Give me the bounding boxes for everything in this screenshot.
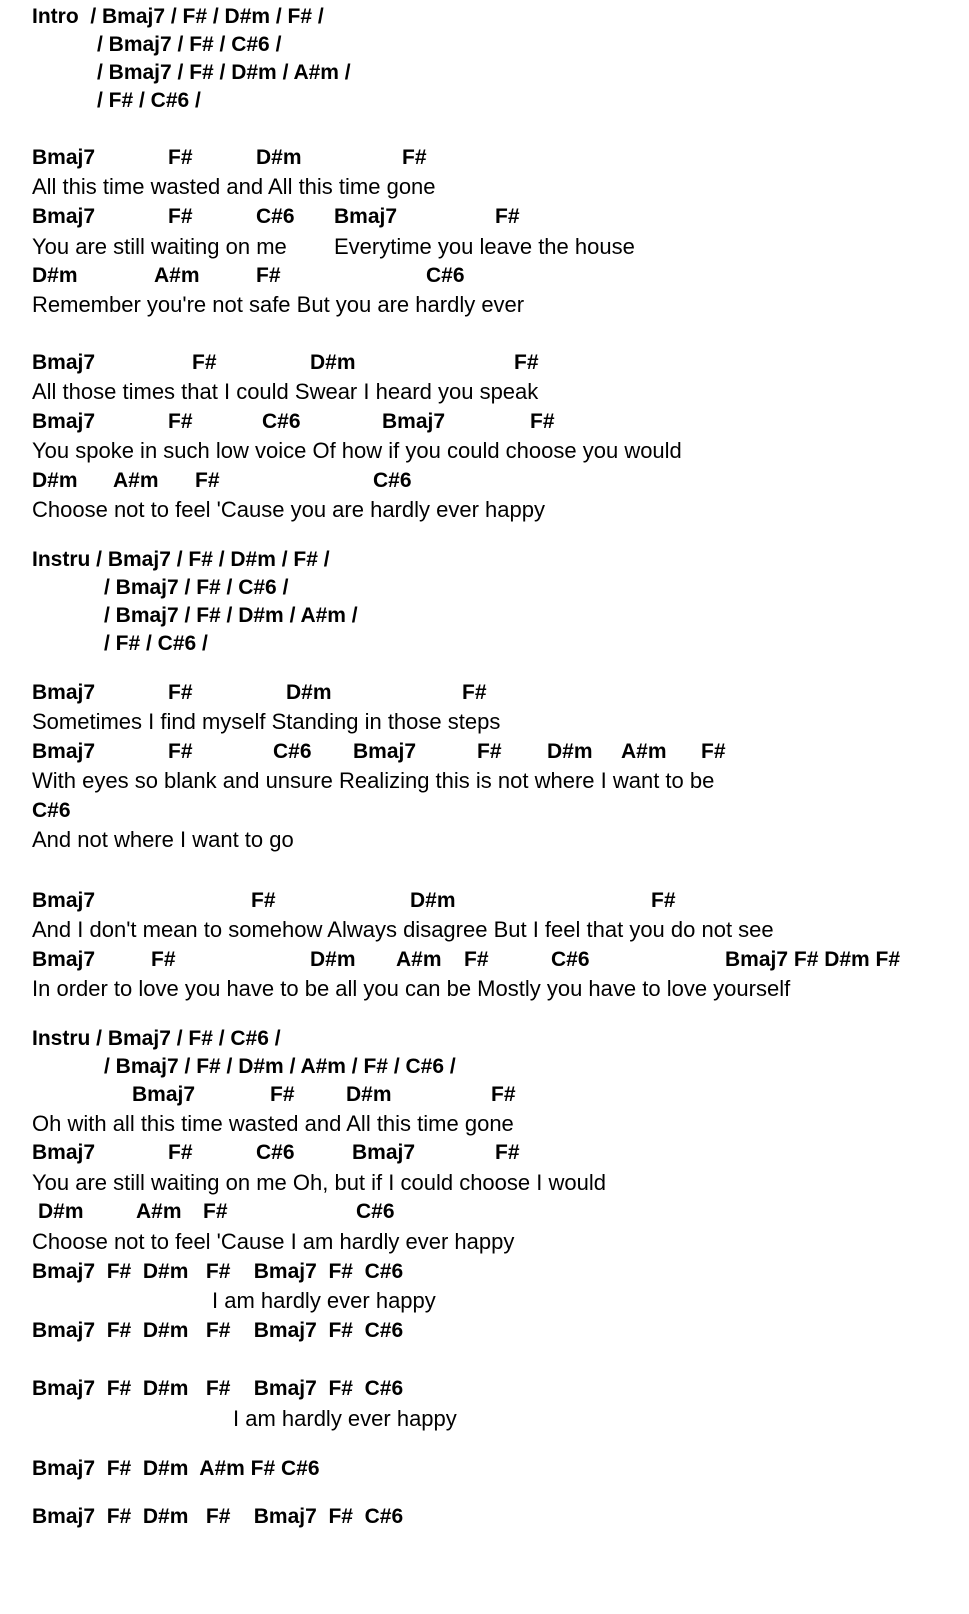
chord-label: F#	[192, 351, 217, 374]
lyric-line: All those times that I could Swear I heard you speak	[32, 379, 539, 404]
chord-label: D#m	[346, 1083, 392, 1106]
chord-label: / Bmaj7 / F# / C#6 /	[104, 576, 289, 599]
chord-label: C#6	[32, 799, 71, 822]
chord-label: D#m	[32, 469, 78, 492]
chord-label: F#	[462, 681, 487, 704]
lyric-line: Choose not to feel 'Cause you are hardly ever happy	[32, 497, 545, 522]
chord-label: / F# / C#6 /	[97, 89, 201, 112]
chord-label: D#m	[256, 146, 302, 169]
chord-label: Bmaj7	[334, 205, 398, 228]
chord-label: F#	[203, 1200, 228, 1223]
lyric-line: In order to love you have to be all you can be Mostly you have to love yourself	[32, 976, 791, 1001]
chord-label: F#	[464, 948, 489, 971]
chord-label: Bmaj7 F# D#m F# Bmaj7 F# C#6	[32, 1319, 404, 1342]
chord-label: Bmaj7 F# D#m A#m F# C#6	[32, 1457, 320, 1480]
chord-label: F#	[402, 146, 427, 169]
lyric-line: You are still waiting on me Oh, but if I could choose I would	[32, 1170, 606, 1195]
chord-label: Bmaj7	[382, 410, 446, 433]
chord-label: F#	[477, 740, 502, 763]
lyric-line: Sometimes I find myself Standing in those steps	[32, 709, 501, 734]
chord-label: C#6	[273, 740, 312, 763]
chord-label: F#	[256, 264, 281, 287]
chord-label: / Bmaj7 / F# / D#m / A#m / F# / C#6 /	[104, 1055, 456, 1078]
chord-label: C#6	[426, 264, 465, 287]
chord-label: Bmaj7	[32, 1141, 96, 1164]
chord-label: D#m	[547, 740, 593, 763]
chord-label: F#	[495, 205, 520, 228]
chord-label: F#	[701, 740, 726, 763]
chord-label: D#m	[38, 1200, 84, 1223]
chord-label: Intro / Bmaj7 / F# / D#m / F# /	[32, 5, 324, 28]
chord-label: A#m	[154, 264, 200, 287]
chord-label: F#	[495, 1141, 520, 1164]
lyric-line: Oh with all this time wasted and All this time gone	[32, 1111, 514, 1136]
chord-label: C#6	[256, 205, 295, 228]
lyric-line: All this time wasted and All this time gone	[32, 174, 436, 199]
chord-label: Bmaj7 F# D#m F# Bmaj7 F# C#6	[32, 1260, 404, 1283]
chord-label: F#	[270, 1083, 295, 1106]
lyric-line: Remember you're not safe But you are hardly ever	[32, 292, 525, 317]
chord-label: C#6	[551, 948, 590, 971]
chord-label: F#	[195, 469, 220, 492]
chord-label: / Bmaj7 / F# / C#6 /	[97, 33, 282, 56]
chord-label: F#	[151, 948, 176, 971]
lyric-line: Everytime you leave the house	[334, 234, 635, 259]
chord-label: A#m	[621, 740, 667, 763]
chord-label: Bmaj7	[32, 740, 96, 763]
chord-label: F#	[168, 740, 193, 763]
chord-label: F#	[168, 681, 193, 704]
chord-label: Bmaj7	[32, 410, 96, 433]
chord-label: / F# / C#6 /	[104, 632, 208, 655]
chord-label: F#	[514, 351, 539, 374]
chord-label: Bmaj7	[352, 1141, 416, 1164]
chord-label: D#m	[32, 264, 78, 287]
chord-label: F#	[168, 1141, 193, 1164]
chord-label: F#	[168, 146, 193, 169]
chord-label: / Bmaj7 / F# / D#m / A#m /	[97, 61, 351, 84]
lyric-line: And not where I want to go	[32, 827, 294, 852]
chord-label: F#	[251, 889, 276, 912]
chord-label: A#m	[396, 948, 442, 971]
lyric-line: I am hardly ever happy	[233, 1406, 457, 1431]
chord-label: C#6	[356, 1200, 395, 1223]
chord-label: D#m	[410, 889, 456, 912]
lyric-line: Choose not to feel 'Cause I am hardly ever happy	[32, 1229, 515, 1254]
chord-label: Bmaj7 F# D#m F# Bmaj7 F# C#6	[32, 1377, 404, 1400]
chord-label: A#m	[113, 469, 159, 492]
chord-label: F#	[530, 410, 555, 433]
chord-label: F#	[651, 889, 676, 912]
chord-label: / Bmaj7 / F# / D#m / A#m /	[104, 604, 358, 627]
chord-label: F#	[168, 410, 193, 433]
chord-label: Bmaj7	[32, 146, 96, 169]
lyric-line: You are still waiting on me	[32, 234, 287, 259]
chord-label: F#	[491, 1083, 516, 1106]
chord-label: Bmaj7	[32, 205, 96, 228]
chord-label: D#m	[310, 351, 356, 374]
chord-label: Instru / Bmaj7 / F# / D#m / F# /	[32, 548, 330, 571]
chord-label: Bmaj7	[32, 351, 96, 374]
chord-label: C#6	[256, 1141, 295, 1164]
chord-label: Bmaj7	[32, 948, 96, 971]
chord-label: C#6	[373, 469, 412, 492]
chord-label: Bmaj7	[32, 889, 96, 912]
chord-label: Bmaj7 F# D#m F#	[725, 948, 901, 971]
chord-label: A#m	[136, 1200, 182, 1223]
chord-label: Bmaj7	[32, 681, 96, 704]
chord-label: Bmaj7 F# D#m F# Bmaj7 F# C#6	[32, 1505, 404, 1528]
chord-label: D#m	[310, 948, 356, 971]
lyric-line: You spoke in such low voice Of how if you could choose you would	[32, 438, 682, 463]
lyric-line: With eyes so blank and unsure Realizing this is not where I want to be	[32, 768, 715, 793]
chord-label: C#6	[262, 410, 301, 433]
chord-label: F#	[168, 205, 193, 228]
chord-label: Bmaj7	[132, 1083, 196, 1106]
lyric-line: I am hardly ever happy	[212, 1288, 436, 1313]
chord-label: Instru / Bmaj7 / F# / C#6 /	[32, 1027, 281, 1050]
chord-label: Bmaj7	[353, 740, 417, 763]
chord-label: D#m	[286, 681, 332, 704]
lyric-line: And I don't mean to somehow Always disagree But I feel that you do not see	[32, 917, 774, 942]
